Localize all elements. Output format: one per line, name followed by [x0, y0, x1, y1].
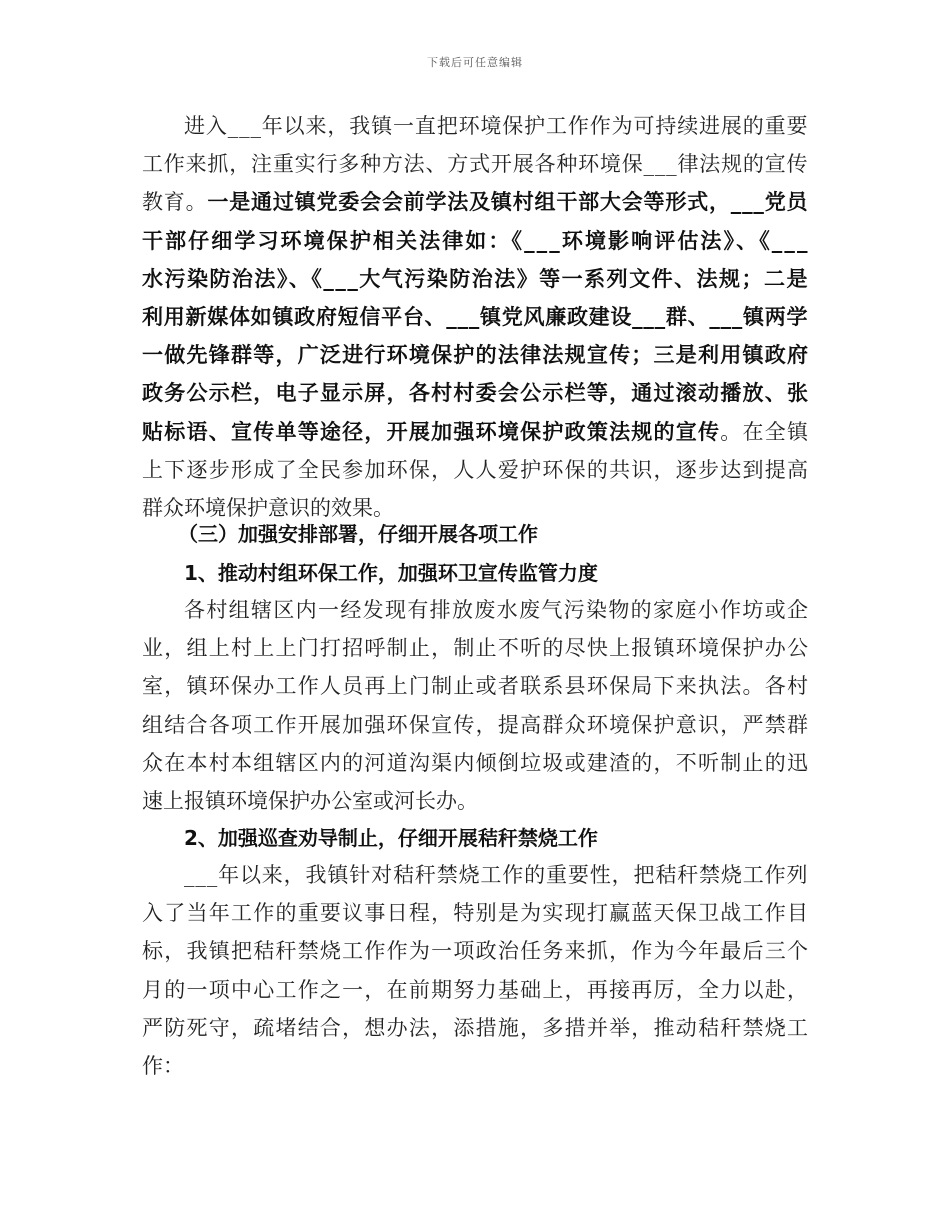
text-run: 教育。	[142, 190, 208, 215]
paragraph-1-line	[142, 266, 809, 292]
text-run: 业，组上村上上门打招呼制止，制止不听的尽快上报镇环境保护办公	[142, 636, 810, 661]
paragraph-1-line	[142, 342, 809, 368]
bold-text-run: 利用新媒体如镇政府短信平台、___镇党风廉政建设___群、___镇两学	[142, 304, 809, 329]
text-run: 。在全镇	[720, 419, 810, 444]
paragraph-3-line	[142, 1053, 184, 1079]
subheading-item-1: 1、推动村组环保工作，加强环卫宣传监管力度	[184, 561, 598, 585]
paragraph-3-line	[142, 977, 809, 1003]
text-run: 上下逐步形成了全民参加环保，人人爱护环保的共识，逐步达到提高	[142, 457, 810, 482]
bold-text-run: 一做先锋群等，广泛进行环境保护的法律法规宣传；三是利用镇政府	[142, 342, 810, 368]
paragraph-1-line	[142, 380, 809, 406]
paragraph-3-line	[142, 938, 809, 964]
paragraph-3-line	[142, 900, 809, 926]
text-run: 速上报镇环境保护办公室或河长办。	[142, 789, 478, 813]
text-run: 众在本村本组辖区内的河道沟渠内倾倒垃圾或建渣的，不听制止的迅	[142, 750, 810, 775]
paragraph-1-line	[142, 228, 810, 254]
text-run: ___年以来，我镇针对秸秆禁烧工作的重要性，把秸秆禁烧工作列	[184, 863, 809, 887]
paragraph-1-line	[142, 151, 808, 177]
paragraph-2-line	[142, 712, 809, 738]
text-run: 组结合各项工作开展加强环保宣传，提高群众环境保护意识，严禁群	[142, 712, 810, 737]
text-run: 月的一项中心工作之一，在前期努力基础上，再接再厉，全力以赴，	[142, 977, 810, 1002]
text-run: 工作来抓，注重实行多种方法、方式开展各种环境保___律法规的宣传	[142, 152, 809, 177]
paragraph-1-line	[142, 419, 809, 445]
bold-text-run: 干部仔细学习环境保护相关法律如：《___环境影响评估法》、《___	[142, 227, 810, 253]
text-run: 标，我镇把秸秆禁烧工作作为一项政治任务来抓，作为今年最后三个	[142, 939, 810, 964]
text-run: 严防死守，疏堵结合，想办法，添措施，多措并举，推动秸秆禁烧工	[142, 1015, 810, 1040]
text-run: 进入___年以来，我镇一直把环境保护工作作为可持续进展的重要	[184, 114, 809, 138]
paragraph-2-line	[142, 750, 809, 776]
text-run: 群众环境保护意识的效果。	[142, 496, 394, 520]
paragraph-1-line	[142, 189, 808, 215]
paragraph-1-line	[142, 495, 394, 521]
edit-watermark: 下载后可任意编辑	[427, 56, 523, 69]
text-run: 各村组辖区内一经发现有排放废水废气污染物的家庭小作坊或企	[184, 598, 810, 622]
subheading-item-2: 2、加强巡查劝导制止，仔细开展秸秆禁烧工作	[184, 826, 598, 850]
text-run: 作：	[142, 1054, 184, 1078]
paragraph-1-line	[142, 304, 808, 330]
text-run: 入了当年工作的重要议事日程，特别是为实现打赢蓝天保卫战工作目	[142, 901, 810, 926]
text-run: 室，镇环保办工作人员再上门制止或者联系县环保局下来执法。各村	[142, 674, 810, 699]
paragraph-3-line	[142, 1015, 809, 1041]
paragraph-1-line	[142, 457, 809, 483]
paragraph-2-line	[142, 673, 809, 699]
paragraph-2-line	[142, 635, 809, 661]
section-heading-3: （三）加强安排部署，仔细开展各项工作	[178, 522, 538, 546]
bold-text-run: 政务公示栏，电子显示屏，各村村委会公示栏等，通过滚动播放、张	[142, 380, 810, 406]
bold-text-run: 水污染防治法》、《___大气污染防治法》等一系列文件、法规；二是	[142, 265, 809, 291]
paragraph-1-line	[184, 113, 808, 139]
paragraph-2-line	[184, 597, 809, 623]
paragraph-2-line	[142, 788, 478, 814]
bold-text-run: 贴标语、宣传单等途径，开展加强环境保护政策法规的宣传	[142, 418, 721, 444]
paragraph-3-line	[184, 862, 808, 888]
bold-text-run: 一是通过镇党委会会前学法及镇村组干部大会等形式，___党员	[207, 189, 809, 215]
